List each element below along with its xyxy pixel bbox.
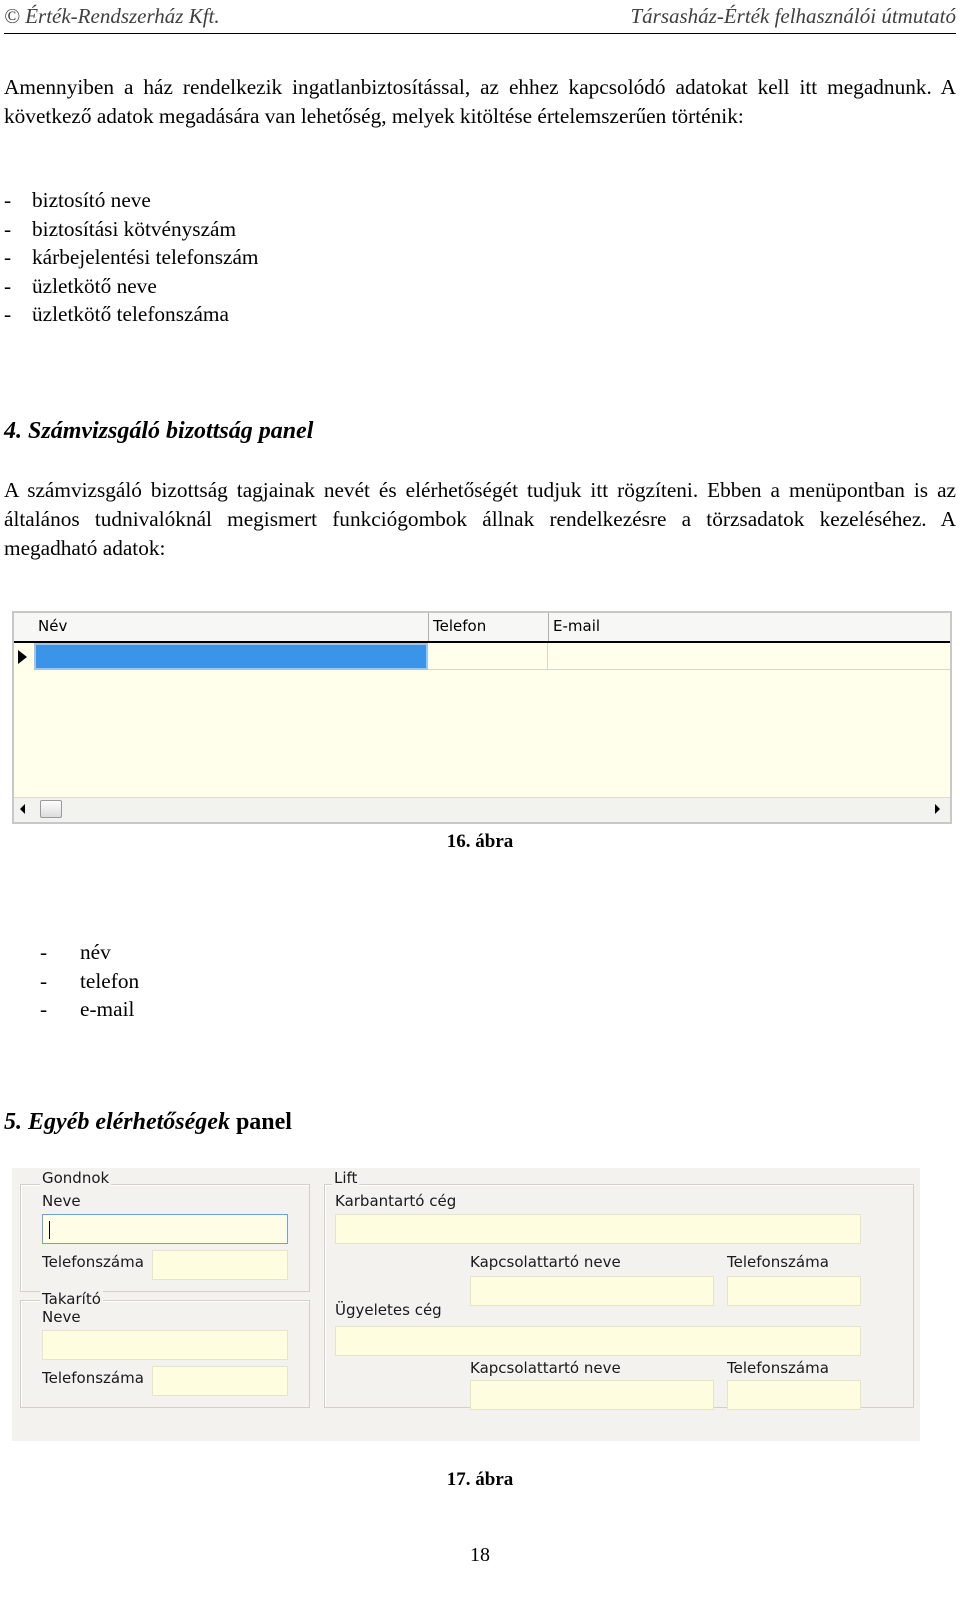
section4-paragraph: A számvizsgáló bizottság tagjainak nevét és elérhetőségét tudjuk itt rögzíteni. Ebben a menüpontban is az általános tudnivalóknál megismert funkciógombok állnak rendelkezésre a törzsadatok kezeléséhez. A megadható adatok: [4,478,956,560]
email-cell[interactable] [548,643,950,670]
caretaker-phone-input[interactable] [152,1250,288,1280]
maintenance-company-label: Karbantartó cég [335,1192,457,1210]
figure-caption: 16. ábra [446,831,514,852]
cleaner-name-label: Neve [42,1308,81,1326]
grid-header [14,613,950,643]
elevator-legend: Lift [334,1169,358,1187]
scroll-right-icon[interactable] [935,804,940,814]
list-item: - üzletkötő telefonszáma [4,302,229,326]
figure-caption: 17. ábra [446,1469,514,1490]
scrollbar-thumb[interactable] [40,800,62,818]
current-row-indicator [14,643,34,670]
cleaner-legend: Takarító [42,1290,101,1308]
list-item: - biztosító neve [4,188,151,212]
on-call-contact-input[interactable] [470,1380,714,1410]
maintenance-phone-input[interactable] [727,1276,861,1306]
row-pointer-icon [18,650,27,664]
on-call-company-input[interactable] [335,1326,861,1356]
cleaner-phone-input[interactable] [152,1366,288,1396]
on-call-phone-input[interactable] [727,1380,861,1410]
committee-field-list [40,938,139,1024]
on-call-contact-label: Kapcsolattartó neve [470,1359,621,1377]
maintenance-company-input[interactable] [335,1214,861,1244]
other-contacts-form [12,1168,920,1441]
horizontal-scrollbar[interactable] [14,797,950,822]
name-cell[interactable] [34,643,428,670]
column-header-phone[interactable]: Telefon [429,613,549,641]
scroll-left-icon[interactable] [20,804,25,814]
section-heading: 5. Egyéb elérhetőségek panel [4,1109,292,1135]
header-document-title: Társasház-Érték felhasználói útmutató [630,4,956,28]
header-company: © Érték-Rendszerház Kft. [4,4,220,28]
maintenance-contact-input[interactable] [470,1276,714,1306]
row-indicator-header [14,613,34,641]
header-divider [4,33,956,34]
list-item: - telefon [40,968,140,993]
column-header-email[interactable]: E-mail [553,617,601,635]
audit-committee-grid[interactable] [12,611,952,824]
on-call-company-label: Ügyeletes cég [335,1301,442,1319]
cleaner-name-input[interactable] [42,1330,288,1360]
section-heading: 4. Számvizsgáló bizottság panel [4,418,314,444]
list-item: - név [40,940,111,964]
cleaner-phone-label: Telefonszáma [42,1369,144,1387]
insurance-field-list [4,186,258,329]
maintenance-contact-label: Kapcsolattartó neve [470,1253,621,1271]
caretaker-name-input[interactable] [42,1214,288,1244]
text-cursor [49,1221,50,1239]
table-row[interactable] [14,643,950,670]
maintenance-phone-label: Telefonszáma [727,1253,829,1271]
intro-paragraph: Amennyiben a ház rendelkezik ingatlanbiztosítással, az ehhez kapcsolódó adatokat kell itt megadnunk. A következő adatok megadására van lehetőség, melyek kitöltése értelemszerűen történik: [4,75,956,128]
list-item: - e-mail [40,997,135,1021]
column-header-name[interactable]: Név [34,613,429,641]
caretaker-name-label: Neve [42,1192,81,1210]
list-item: - biztosítási kötvényszám [4,216,237,241]
caretaker-legend: Gondnok [42,1169,110,1187]
list-item: - üzletkötő neve [4,273,157,298]
list-item: - kárbejelentési telefonszám [4,245,259,269]
page-number: 18 [470,1544,490,1566]
on-call-phone-label: Telefonszáma [727,1359,829,1377]
caretaker-phone-label: Telefonszáma [42,1253,144,1271]
phone-cell[interactable] [428,643,548,670]
